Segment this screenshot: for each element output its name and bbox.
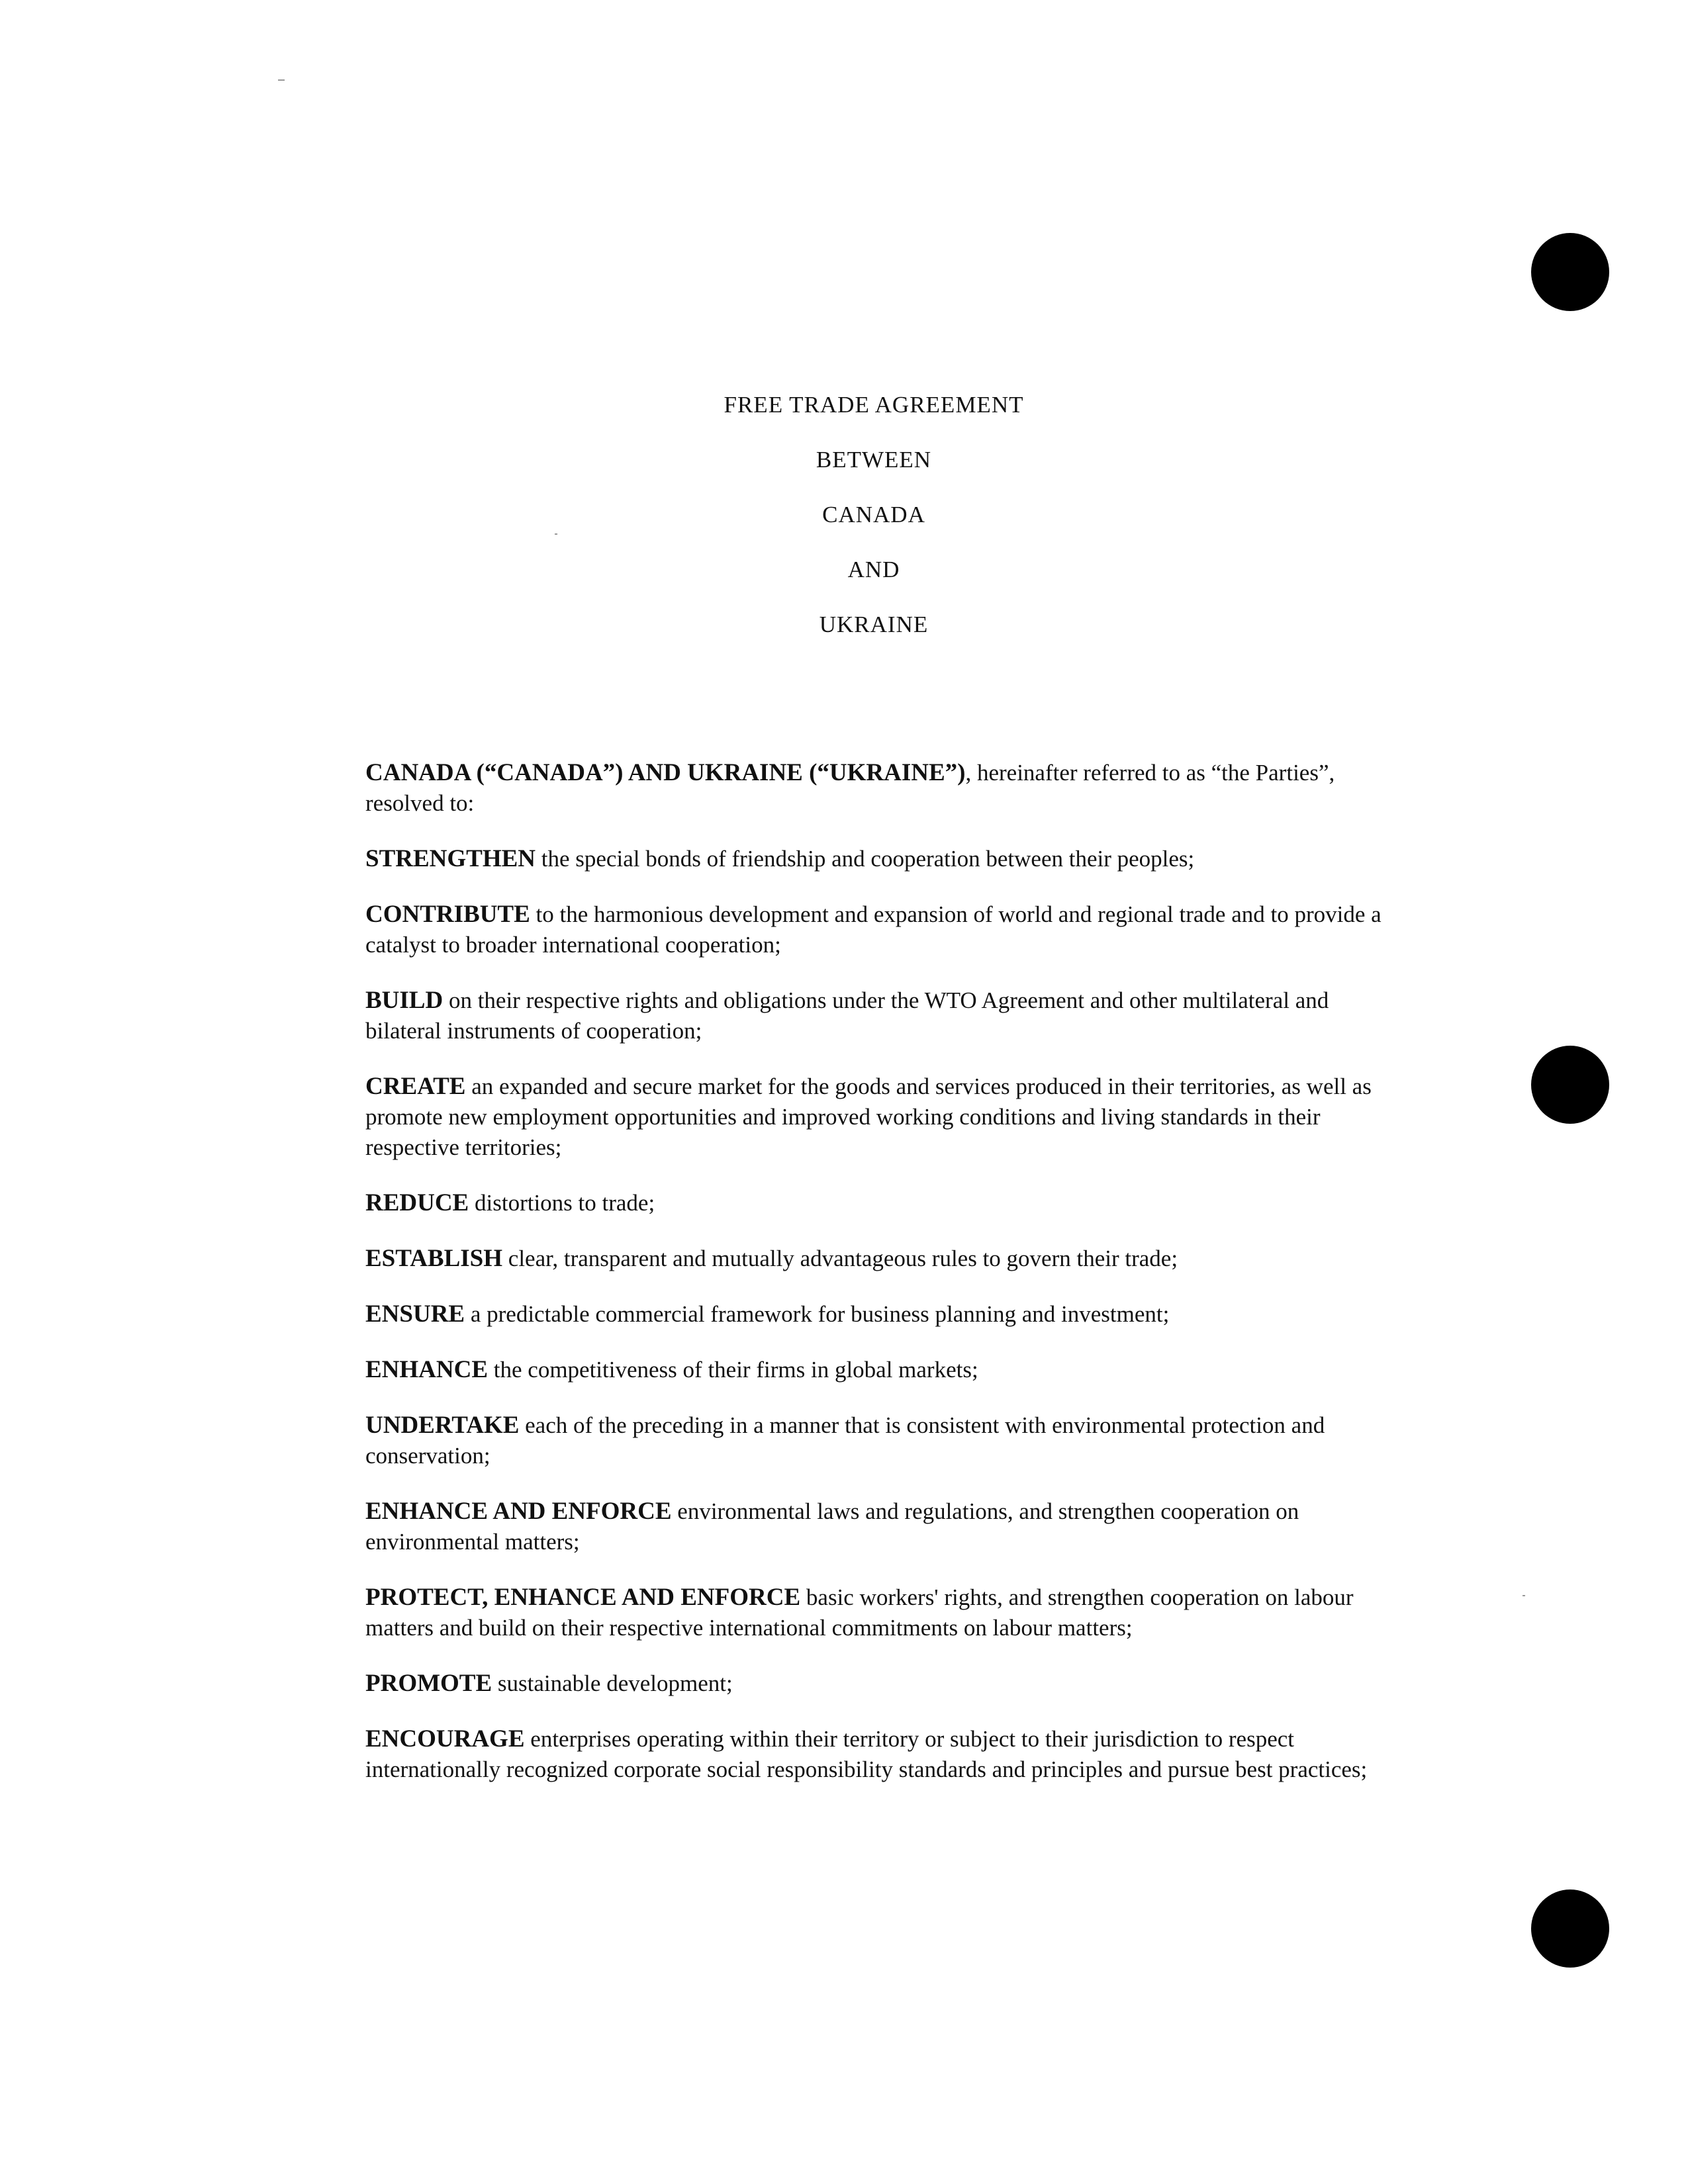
scan-speck [1523,1595,1525,1596]
punch-hole-top [1531,233,1609,311]
preamble-paragraph [365,899,1398,960]
paragraph-text: the special bonds of friendship and cooperation between their peoples; [536,846,1195,872]
preamble-paragraph [365,1410,1398,1471]
paragraph-keyword: ENHANCE AND ENFORCE [365,1498,672,1525]
paragraph-keyword: ENHANCE [365,1356,489,1383]
title-line: BETWEEN [816,447,932,473]
title-line: UKRAINE [819,612,929,637]
paragraph-text: on their respective rights and obligations under the WTO Agreement and other multilateral and bilateral instruments of cooperation; [365,987,1329,1044]
paragraph-keyword: CREATE [365,1073,466,1100]
preamble-paragraph [365,1188,1398,1218]
paragraph-keyword: PROTECT, ENHANCE AND ENFORCE [365,1584,801,1611]
preamble-paragraph [365,844,1398,874]
paragraph-keyword: ENCOURAGE [365,1725,525,1752]
preamble-paragraph [365,1355,1398,1385]
paragraph-text: clear, transparent and mutually advantageous rules to govern their trade; [502,1246,1178,1271]
paragraph-text: , hereinafter referred to as “the Parties”, resolved to: [365,760,1335,816]
paragraph-keyword: BUILD [365,987,444,1014]
punch-hole-middle [1531,1046,1609,1124]
preamble-paragraph [365,1582,1398,1643]
preamble-paragraph [365,1071,1398,1163]
preamble-paragraph [365,1299,1398,1330]
scan-speck [278,79,285,81]
paragraph-keyword: UNDERTAKE [365,1412,520,1439]
paragraph-keyword: STRENGTHEN [365,845,536,872]
preamble-paragraph [365,1496,1398,1557]
title-line: CANADA [822,502,925,527]
paragraph-keyword: CANADA (“CANADA”) AND UKRAINE (“UKRAINE”) [365,759,966,786]
paragraph-text: to the harmonious development and expansion of world and regional trade and to provide a catalyst to broader international cooperation; [365,901,1382,958]
preamble-paragraph-parties [365,758,1398,819]
paragraph-keyword: PROMOTE [365,1670,492,1697]
paragraph-text: a predictable commercial framework for business planning and investment; [465,1301,1170,1327]
preamble-paragraph [365,1244,1398,1274]
preamble-paragraph [365,1724,1398,1785]
paragraph-text: an expanded and secure market for the goods and services produced in their territories, as well as promote new employment opportunities and improved working conditions and living standards in their respective territories; [365,1073,1372,1160]
paragraph-text: distortions to trade; [469,1190,655,1216]
paragraph-text: basic workers' rights, and strengthen cooperation on labour matters and build on their respective international commitments on labour matters; [365,1584,1354,1641]
title-line: AND [847,557,900,582]
paragraph-keyword: CONTRIBUTE [365,901,530,928]
paragraph-keyword: ESTABLISH [365,1245,503,1272]
paragraph-text: enterprises operating within their territory or subject to their jurisdiction to respect internationally recognized corporate social responsibility standards and principles and pursue best practices; [365,1726,1368,1782]
punch-hole-bottom [1531,1889,1609,1968]
preamble [365,758,1398,1810]
document-title [0,377,1688,652]
paragraph-text: the competitiveness of their firms in global markets; [488,1357,978,1383]
paragraph-keyword: REDUCE [365,1189,469,1216]
paragraph-text: environmental laws and regulations, and strengthen cooperation on environmental matters; [365,1498,1299,1555]
preamble-paragraph [365,1668,1398,1699]
title-line: FREE TRADE AGREEMENT [724,392,1024,418]
paragraph-text: each of the preceding in a manner that is consistent with environmental protection and conservation; [365,1412,1325,1469]
paragraph-text: sustainable development; [492,1670,733,1696]
preamble-paragraph [365,985,1398,1046]
paragraph-keyword: ENSURE [365,1300,465,1328]
